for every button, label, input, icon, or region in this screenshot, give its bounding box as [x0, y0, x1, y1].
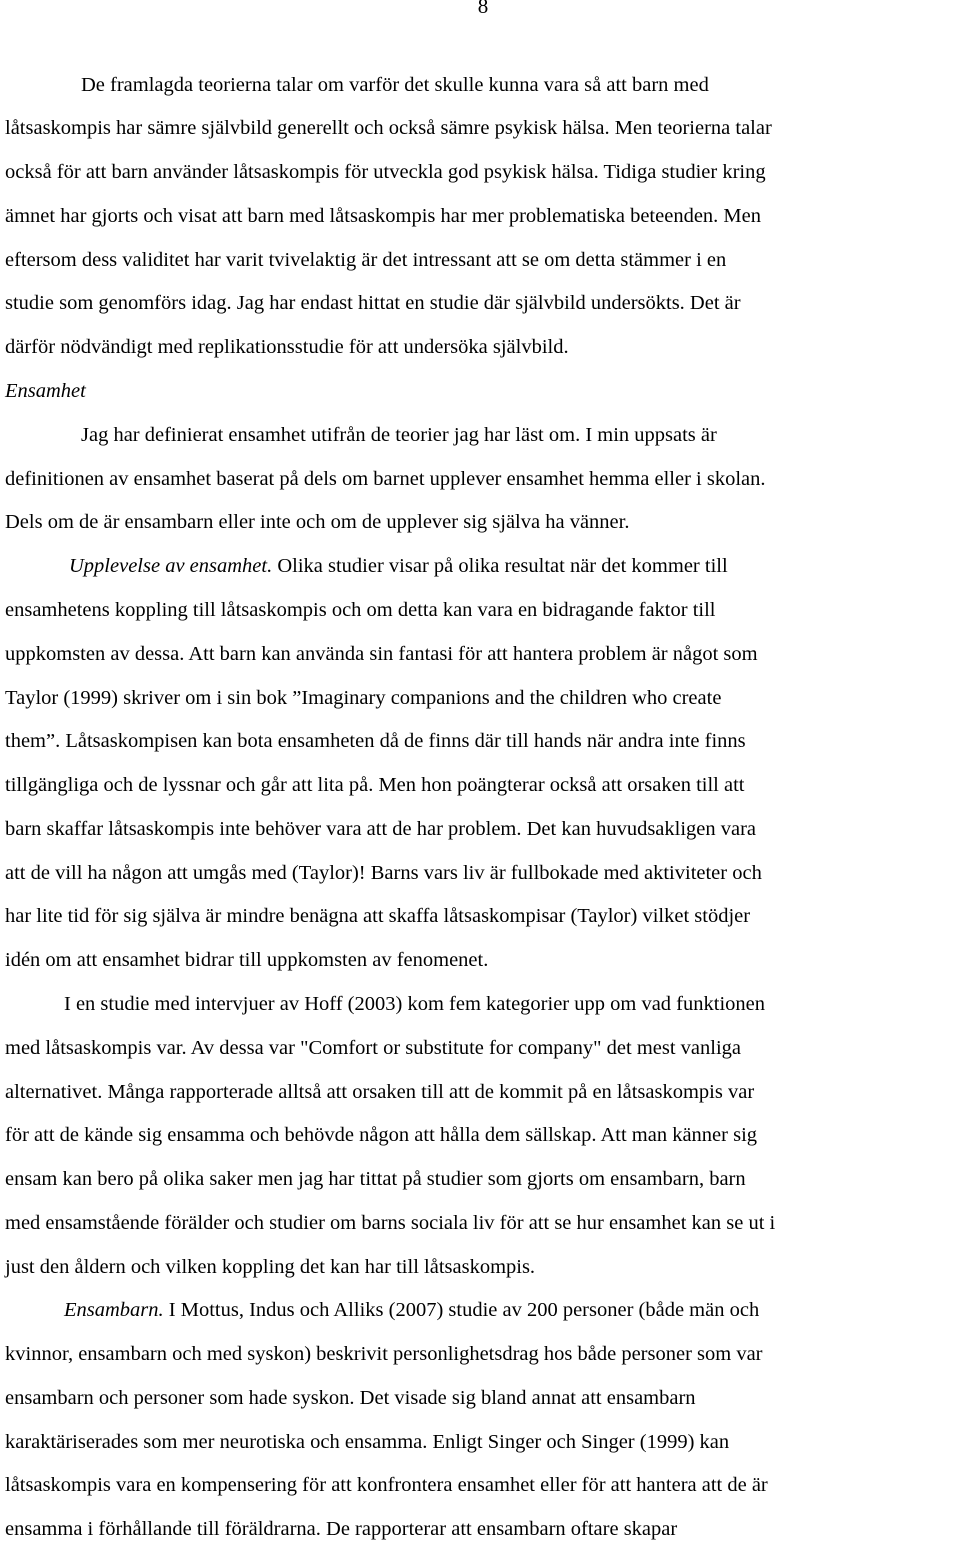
text-line: ensamma i förhållande till föräldrarna. De rapporterar att ensambarn oftare skapar	[5, 1518, 678, 1540]
text-line: tillgängliga och de lyssnar och går att lita på. Men hon poängterar också att orsaken till att	[5, 774, 745, 796]
text-line: låtsaskompis har sämre självbild generellt och också sämre psykisk hälsa. Men teorierna talar	[5, 117, 772, 139]
text-line: De framlagda teorierna talar om varför det skulle kunna vara så att barn med	[81, 74, 709, 96]
text-line	[69, 554, 728, 578]
text-line: med ensamstående förälder och studier om barns sociala liv för att se hur ensamhet kan se ut i	[5, 1212, 776, 1234]
text-line: karaktäriserades som mer neurotiska och ensamma. Enligt Singer och Singer (1999) kan	[5, 1431, 730, 1453]
text-line: ensam kan bero på olika saker men jag har tittat på studier som gjorts om ensambarn, barn	[5, 1168, 746, 1190]
text-line: alternativet. Många rapporterade alltså att orsaken till att de kommit på en låtsaskompis var	[5, 1081, 755, 1103]
text-line: kvinnor, ensambarn och med syskon) beskrivit personlighetsdrag hos både personer som var	[5, 1343, 763, 1365]
page-number: 8	[477, 0, 489, 18]
text-line: därför nödvändigt med replikationsstudie för att undersöka självbild.	[5, 336, 569, 358]
text-run: Olika studier visar på olika resultat när det kommer till	[272, 555, 728, 577]
subsection-heading: Upplevelse av ensamhet.	[69, 555, 273, 577]
text-line: för att de kände sig ensamma och behövde någon att hålla dem sällskap. Att man känner sig	[5, 1124, 758, 1146]
text-line: just den åldern och vilken koppling det kan har till låtsaskompis.	[5, 1256, 536, 1278]
text-line: Jag har definierat ensamhet utifrån de teorier jag har läst om. I min uppsats är	[81, 424, 717, 446]
text-line: också för att barn använder låtsaskompis för utveckla god psykisk hälsa. Tidiga studier kring	[5, 161, 766, 183]
text-line: definitionen av ensamhet baserat på dels om barnet upplever ensamhet hemma eller i skolan.	[5, 468, 766, 490]
text-line	[64, 1298, 759, 1322]
text-line: I en studie med intervjuer av Hoff (2003) kom fem kategorier upp om vad funktionen	[64, 993, 765, 1015]
text-line: Dels om de är ensambarn eller inte och om de upplever sig själva ha vänner.	[5, 511, 630, 533]
section-heading: Ensamhet	[5, 380, 86, 402]
text-line: eftersom dess validitet har varit tvivelaktig är det intressant att se om detta stämmer i en	[5, 249, 727, 271]
text-line: studie som genomförs idag. Jag har endast hittat en studie där självbild undersökts. Det är	[5, 292, 741, 314]
text-line: them”. Låtsaskompisen kan bota ensamheten då de finns där till hands när andra inte finns	[5, 730, 746, 752]
text-line: att de vill ha någon att umgås med (Taylor)! Barns vars liv är fullbokade med aktiviteter och	[5, 862, 762, 884]
text-line: uppkomsten av dessa. Att barn kan använda sin fantasi för att hantera problem är något som	[5, 643, 758, 665]
text-line: ensamhetens koppling till låtsaskompis och om detta kan vara en bidragande faktor till	[5, 599, 716, 621]
text-line: har lite tid för sig själva är mindre benägna att skaffa låtsaskompisar (Taylor) vilket stödjer	[5, 905, 751, 927]
text-line: låtsaskompis vara en kompensering för att konfrontera ensamhet eller för att hantera att de är	[5, 1474, 768, 1496]
subsection-heading: Ensambarn.	[64, 1299, 164, 1321]
text-line: idén om att ensamhet bidrar till uppkomsten av fenomenet.	[5, 949, 489, 971]
text-line: med låtsaskompis var. Av dessa var "Comfort or substitute for company" det mest vanliga	[5, 1037, 741, 1059]
text-line: ämnet har gjorts och visat att barn med låtsaskompis har mer problematiska beteenden. Men	[5, 205, 761, 227]
text-run: I Mottus, Indus och Alliks (2007) studie av 200 personer (både män och	[163, 1299, 760, 1321]
text-line: Taylor (1999) skriver om i sin bok ”Imaginary companions and the children who create	[5, 687, 722, 709]
text-line: ensambarn och personer som hade syskon. Det visade sig bland annat att ensambarn	[5, 1387, 696, 1409]
text-line: barn skaffar låtsaskompis inte behöver vara att de har problem. Det kan huvudsakligen vara	[5, 818, 757, 840]
